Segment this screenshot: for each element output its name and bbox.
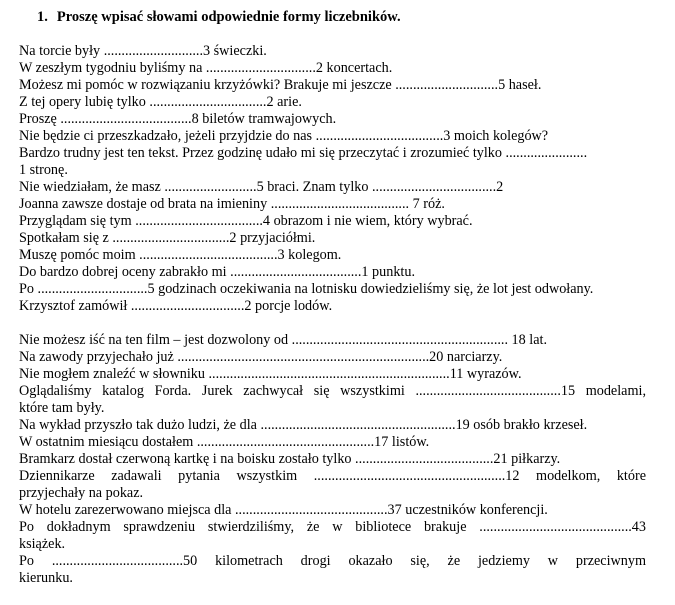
sentence-line: Po dokładnym sprawdzeniu stwierdziliśmy, że w bibliotece brakuje ...........................................43: [19, 519, 646, 535]
sentence-line: W ostatnim miesiącu dostałem ..................................................17 listów.: [19, 434, 430, 450]
sentence-line: Do bardzo dobrej oceny zabrakło mi .....................................1 punktu.: [19, 264, 415, 280]
sentence-line: które tam były.: [19, 400, 105, 416]
sentence-line: Spotkałam się z .................................2 przyjaciółmi.: [19, 230, 316, 246]
sentence-line: Proszę .....................................8 biletów tramwajowych.: [19, 111, 337, 127]
sentence-line: Bramkarz dostał czerwoną kartkę i na boisku zostało tylko .......................................21 piłkarzy.: [19, 451, 561, 467]
sentence-line: W hotelu zarezerwowano miejsca dla ...........................................37 uczestników konferencji.: [19, 502, 548, 518]
sentence-line: Nie możesz iść na ten film – jest dozwolony od ............................................................. 18 lat.: [19, 332, 548, 348]
exercise-instruction: Proszę wpisać słowami odpowiednie formy liczebników.: [56, 9, 401, 25]
section-spacer: [19, 315, 646, 332]
sentence-line: Nie będzie ci przeszkadzało, jeżeli przyjdzie do nas ....................................3 moich kolegów?: [19, 128, 549, 144]
sentence-line: Na torcie były ............................3 świeczki.: [19, 43, 267, 59]
sentence-line: kierunku.: [19, 570, 73, 586]
sentence-line: Po ...............................5 godzinach oczekiwania na lotnisku dowiedzieliśmy się, że lot jest odwołany.: [19, 281, 594, 297]
sentence-line: Oglądaliśmy katalog Forda. Jurek zachwycał się wszystkimi .........................................15 modelami,: [19, 383, 646, 399]
sentence-line: Krzysztof zamówił ................................2 porcje lodów.: [19, 298, 333, 314]
sentence-line: Nie wiedziałam, że masz ..........................5 braci. Znam tylko ...................................2: [19, 179, 504, 195]
sentence-line: Nie mogłem znaleźć w słowniku ....................................................................11 wyrazów.: [19, 366, 522, 382]
sentence-line: Z tej opery lubię tylko .................................2 arie.: [19, 94, 302, 110]
sentence-line: książek.: [19, 536, 66, 552]
sentence-line: Po .....................................50 kilometrach drogi okazało się, że jedziemy w przeciwnym: [19, 553, 646, 569]
sentence-line: 1 stronę.: [19, 162, 68, 178]
sentence-line: Muszę pomóc moim .......................................3 kolegom.: [19, 247, 342, 263]
sentence-line: Dziennikarze zadawali pytania wszystkim ......................................................12 modelkom, które: [19, 468, 646, 484]
sentence-line: Bardzo trudny jest ten tekst. Przez godzinę udało mi się przeczytać i zrozumieć tylko .......................: [19, 145, 588, 161]
sentence-line: przyjechały na pokaz.: [19, 485, 144, 501]
sentence-line: Możesz mi pomóc w rozwiązaniu krzyżówki? Brakuje mi jeszcze .............................5 haseł.: [19, 77, 542, 93]
exercise-sentences: [19, 43, 646, 587]
sentence-line: Przyglądam się tym ....................................4 obrazom i nie wiem, który wybrać.: [19, 213, 473, 229]
sentence-line: Na wykład przyszło tak dużo ludzi, że dla .......................................................19 osób brakło krzeseł.: [19, 417, 588, 433]
sentence-line: Na zawody przyjechało już .......................................................................20 narciarzy.: [19, 349, 503, 365]
exercise-heading: [37, 8, 401, 26]
exercise-number: 1.: [37, 9, 48, 25]
sentence-line: Joanna zawsze dostaje od brata na imieniny ....................................... 7 róż.: [19, 196, 445, 212]
sentence-line: W zeszłym tygodniu byliśmy na ...............................2 koncertach.: [19, 60, 393, 76]
